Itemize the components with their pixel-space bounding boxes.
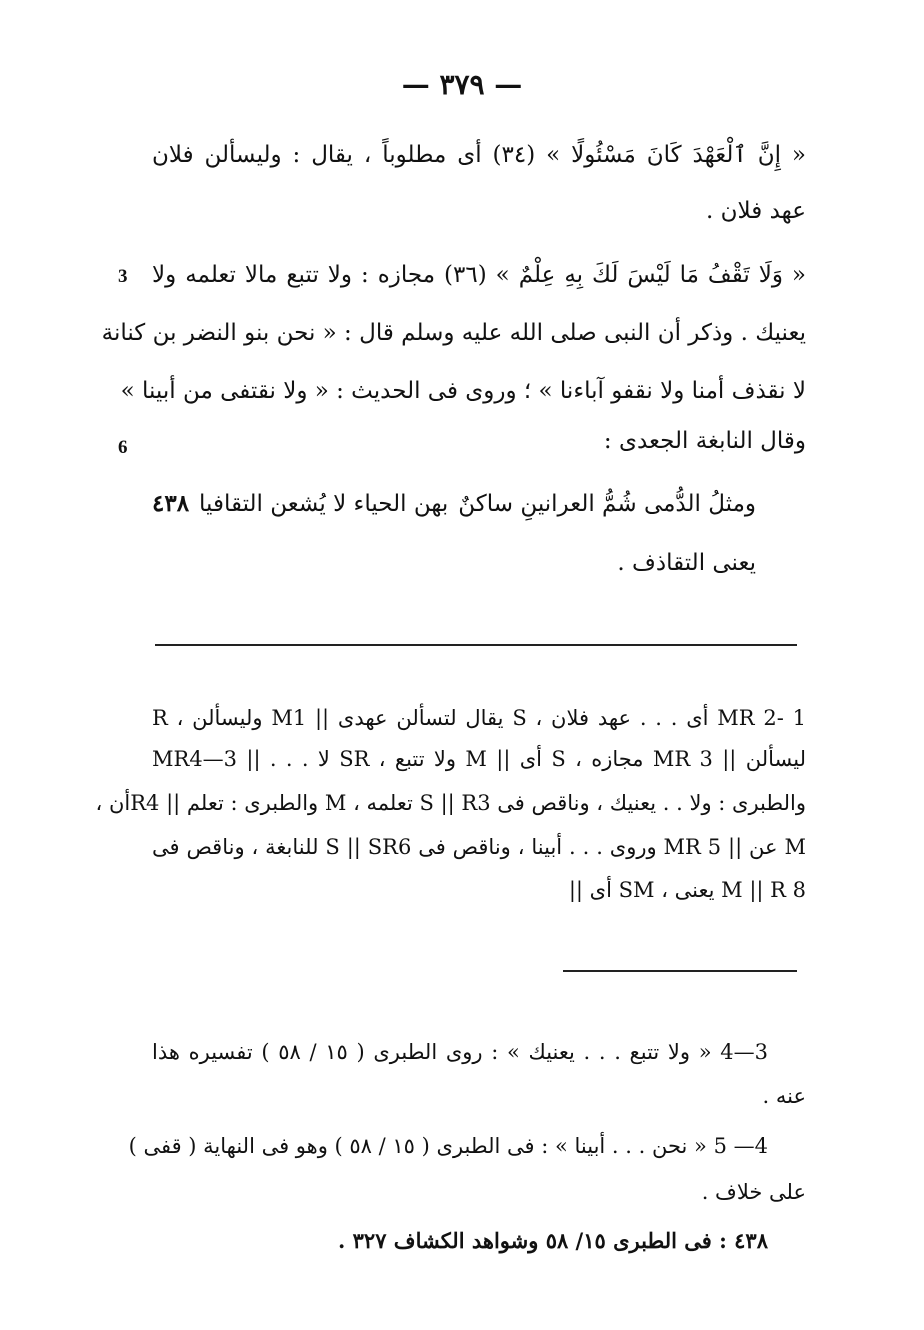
poem-number: ٤٣٨ [152,490,190,517]
margin-line-number: 3 [118,266,128,287]
page-number: — ٣٧٩ — [401,68,523,101]
note-line: 4— 5 « نحن . . . أبينا » : فى الطبرى ( ١٥ / ٥٨ ) وهو فى النهاية ( قفى ) [128,1134,768,1158]
variant-line: 1 -2 MR أى . . . عهد فلان ، S يقال لتسألن عهدى || M1 وليسألن ، R [152,706,806,730]
text-line: وقال النابغة الجعدى : [603,428,806,454]
note-continuation: على خلاف . [701,1180,806,1204]
note-line: ٤٣٨ : فى الطبرى ١٥/ ٥٨ وشواهد الكشاف ٣٢٧ . [338,1228,768,1253]
text-line: « إِنَّ ٱلْعَهْدَ كَانَ مَسْئُولًا » (٣٤) أى مطلوباً ، يقال : وليسألن فلان [152,142,806,168]
text-line: يعنيك . وذكر أن النبى صلى الله عليه وسلم قال : « نحن بنو النضر بن كنانة [101,320,806,346]
separator-rule [155,644,797,646]
poem-verse [152,490,756,517]
text-line: يعنى التقاذف . [617,550,756,576]
poem-hemistich-second: بهن الحياء لا يُشعن التقافيا [199,491,449,517]
note-line: 3—4 « ولا تتبع . . . يعنيك » : روى الطبرى ( ١٥ / ٥٨ ) تفسيره هذا [152,1040,768,1064]
text-line: « وَلَا تَقْفُ مَا لَيْسَ لَكَ بِهِ عِلْمٌ » (٣٦) مجازه : ولا تتبع مالا تعلمه ولا [152,262,806,288]
margin-line-number: 6 [118,437,128,458]
variant-line: M || R 8 يعنى ، SM أى || [568,878,806,902]
note-continuation: عنه . [762,1084,806,1108]
variant-line: ليسألن || MR 3 مجازه ، S أى || M ولا تتبع ، SR لا . . . || MR4—3 [152,747,806,771]
poem-hemistich-first: ومثلُ الدُّمى شُمُّ العرانينِ ساكنٌ [458,491,756,517]
text-line: عهد فلان . [706,198,806,224]
variant-line: M عن || MR 5 وروى . . . أبينا ، وناقص فى S || SR6 للنابغة ، وناقص فى [152,835,806,859]
variant-line: والطبرى : ولا . . يعنيك ، وناقص فى S || R3 تعلمه ، M والطبرى : تعلم || R4أن ، [95,791,806,815]
text-line: لا نقذف أمنا ولا نقفو آباءنا » ؛ وروى فى الحديث : « ولا نقتفى من أبينا » [120,378,806,404]
separator-rule [563,970,797,972]
